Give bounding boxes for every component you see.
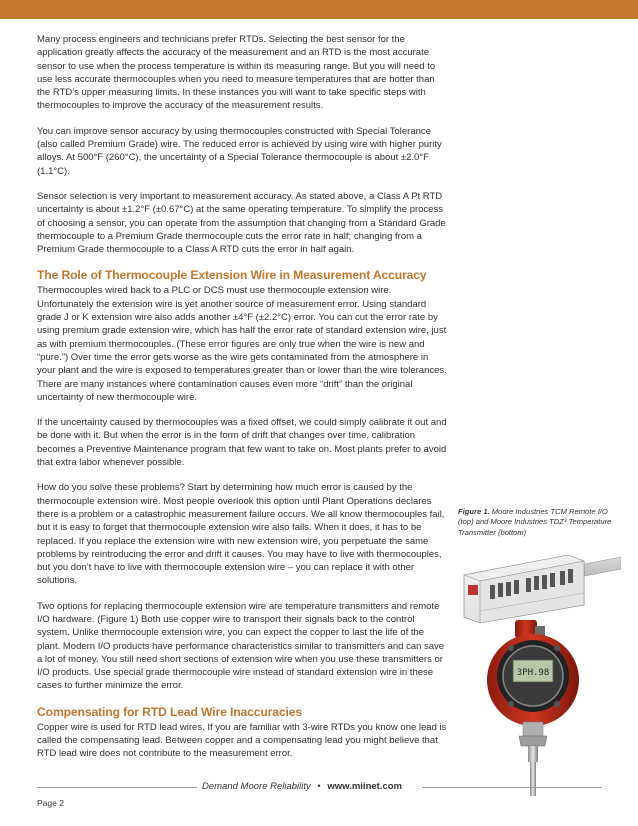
paragraph-extension-wire: Thermocouples wired back to a PLC or DCS must use thermocouple extension wire. Unfortunately the extension wire is yet another source of measurement error. Using standard grade J or K extension wire also adds another ±4°F (±2.2°C) error. You can cut the error rate by using premium grade extension wire, which has half the error rate of standard extension wire, just as with premium thermocouples. (These error figures are only true when the wire is new and “pure.”) Over time the error gets worse as the wire gets contaminated from the atmosphere in your plant and the wire is exposed to temperatures greater than or lower than the wire tolerances. There are many instances where contamination causes even more “drift” than the original uncertainty of new thermocouple wire.	[37, 285, 447, 403]
figure-label: Figure 1.	[458, 507, 490, 516]
paragraph-calibration: If the uncertainty caused by thermocouples was a fixed offset, we could simply calibrate it out and be done with it. But when the error is in the form of drift that changes over time, calibration becomes a Preventive Maintenance program that few want to take on. Most plants prefer to avoid that extra labor whenever possible.	[37, 417, 447, 469]
footer-tagline: Demand Moore Reliability	[202, 781, 311, 792]
footer-rule-left	[37, 787, 197, 788]
remote-io-image	[456, 545, 621, 625]
top-accent-bar	[0, 0, 638, 19]
figure-caption	[458, 507, 618, 538]
footer-rule-right	[422, 787, 602, 788]
paragraph-rtd-intro: Many process engineers and technicians prefer RTDs. Selecting the best sensor for the application greatly affects the accuracy of the measurement and an RTD is the most accurate sensor to use when the process temperature is within its measuring range. But you will need to use less accurate thermocouples when you need to measure temperatures that are hotter than the RTD’s upper measuring limits. In these instances you will want to take specific steps with thermocouples to improve the accuracy of the measurement results.	[37, 34, 436, 112]
heading-rtd-lead-wire: Compensating for RTD Lead Wire Inaccuracies	[37, 704, 303, 719]
footer-text	[202, 781, 402, 792]
paragraph-rtd-lead-wire: Copper wire is used for RTD lead wires. If you are familiar with 3-wire RTDs you know one lead is called the compensating lead. Between copper and a compensating lead you might believe that RTD lead wire does not contribute to the measurement error.	[37, 721, 447, 760]
figure-caption-text: Moore Industries TCM Remote I/O (top) and Moore Industries TDZ³ Temperature Transmitter (bottom)	[458, 507, 612, 537]
paragraph-special-tolerance: You can improve sensor accuracy by using thermocouples constructed with Special Tolerance (also called Premium Grade) wire. The reduced error is achieved by using wire with higher purity alloys. At 500°F (260°C), the uncertainty of a Special Tolerance thermocouple is about ±2.0°F (1.1°C).	[37, 125, 442, 177]
paragraph-replacement-options: Two options for replacing thermocouple extension wire are temperature transmitters and remote I/O hardware. (Figure 1) Both use copper wire to transport their signals back to the control system. Unlike thermocouple extension wire, you can expect the copper to last the life of the plant. Modern I/O products have performance characteristics similar to transmitters and can save a lot of money. You still need short sections of extension wire when you use these transmitters or I/O products. Use special grade thermocouple wire instead of standard extension wire in these cases to further minimize the error.	[37, 600, 445, 692]
article-body	[37, 33, 449, 773]
footer	[37, 781, 602, 795]
temperature-transmitter-image	[475, 618, 605, 798]
transmitter-display-text: 3PH.98	[516, 668, 550, 678]
footer-website-link[interactable]: www.miinet.com	[327, 781, 402, 792]
footer-separator: •	[317, 781, 321, 792]
paragraph-sensor-selection: Sensor selection is very important to measurement accuracy. As stated above, a Class A Pt RTD uncertainty is about ±1.2°F (±0.67°C) at the same operating temperature. To simplify the process of choosing a sensor, you can operate from the assumption that changing from a Standard Grade thermocouple to a Premium Grade thermocouple cuts the error rate in half; changing from a Premium Grade thermocouple to a Class A RTD cuts the error in half again.	[37, 190, 446, 256]
heading-extension-wire: The Role of Thermocouple Extension Wire in Measurement Accuracy	[37, 268, 427, 283]
page-number: Page 2	[37, 798, 64, 808]
paragraph-solve-problems: How do you solve these problems? Start by determining how much error is caused by the thermocouple extension wire. Most people overlook this option until Plant Operations declares there is a problem or a catastrophic measurement failure occurs. We all know thermocouples fail, but it is easy to forget that thermocouple extension wire also fails. When it does, it has to be replaced. If you replace the extension wire with new extension wire, you perpetuate the same problems by reintroducing the error and drift it causes. You may have to live with thermocouples, but you don’t have to live with thermocouple extension wire – you can replace it with other solutions.	[37, 482, 445, 587]
